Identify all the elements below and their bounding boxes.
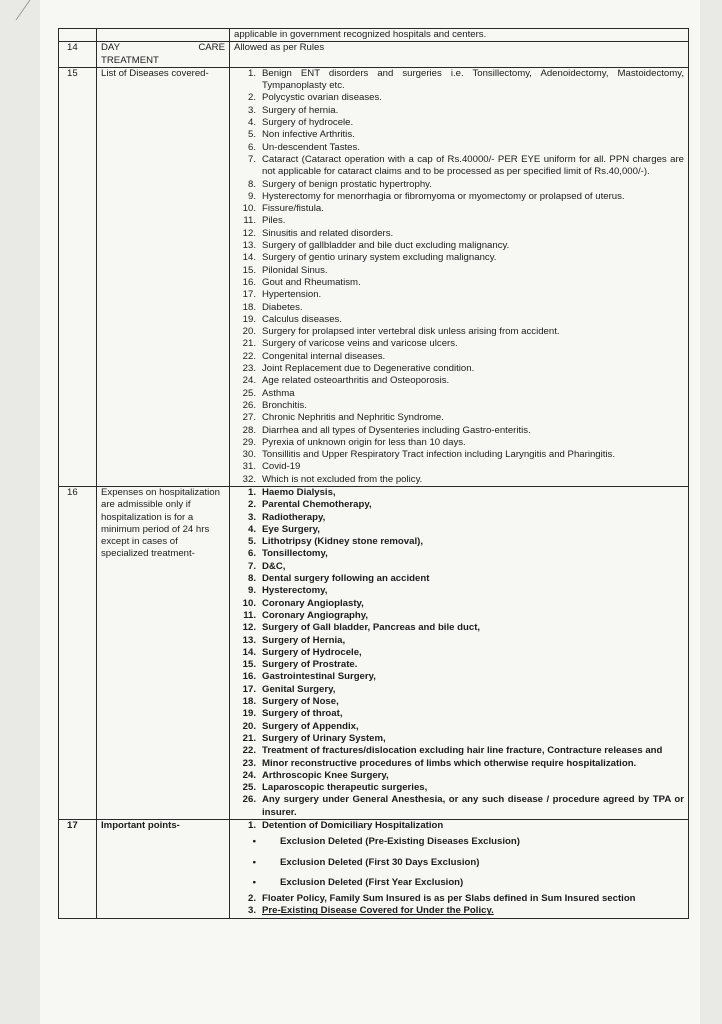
list-item-text: Surgery of Nose, (262, 696, 339, 708)
list-item-number: 20. (242, 326, 256, 338)
list-item-text: Hysterectomy, (262, 585, 328, 597)
list-item (234, 388, 684, 400)
list-item (234, 499, 684, 511)
list-item-text: D&C, (262, 560, 286, 572)
point-item: 2. Floater Policy, Family Sum Insured is as per Slabs defined in Sum Insured section (247, 893, 636, 905)
list-item-text: Coronary Angioplasty, (262, 597, 364, 609)
list-item-text: Benign ENT disorders and surgeries i.e. Tonsillectomy, Adenoidectomy, Mastoidectomy, Tympanoplasty etc. (262, 67, 684, 92)
list-item (234, 758, 684, 770)
list-item-text: Bronchitis. (262, 399, 307, 411)
list-item-text: Tonsillectomy, (262, 548, 328, 560)
list-item-number: 1. (247, 67, 256, 79)
list-item-number: 18. (242, 301, 256, 313)
bullet-text: Exclusion Deleted (First 30 Days Exclusion) (280, 856, 480, 868)
list-item-number: 8. (247, 573, 256, 585)
list-item-number: 20. (242, 720, 256, 732)
list-item (234, 240, 684, 252)
list-item-number: 15. (242, 264, 256, 276)
list-item (234, 179, 684, 191)
list-item-number: 16. (242, 276, 256, 288)
list-item-number: 14. (242, 646, 256, 658)
list-item-text: Treatment of fractures/dislocation excluding hair line fracture, Contracture releases and (262, 745, 663, 757)
list-item (234, 215, 684, 227)
list-item-text: Minor reconstructive procedures of limbs which otherwise require hospitalization. (262, 757, 637, 769)
list-item (234, 277, 684, 289)
list-item (234, 659, 684, 671)
list-item-number: 19. (242, 313, 256, 325)
list-item-text: Surgery of throat, (262, 708, 343, 720)
list-item-text: Surgery of hernia. (262, 104, 339, 116)
list-item-number: 7. (247, 153, 256, 165)
list-item (234, 794, 684, 819)
list-item-number: 29. (242, 436, 256, 448)
list-item (234, 437, 684, 449)
list-item (234, 142, 684, 154)
list-item (234, 745, 684, 757)
list-item-text: Which is not excluded from the policy. (262, 473, 423, 485)
list-item (234, 129, 684, 141)
list-item-number: 26. (242, 399, 256, 411)
list-item-text: Surgery of Urinary System, (262, 732, 386, 744)
bullet-item (234, 832, 684, 852)
list-item-text: Surgery of benign prostatic hypertrophy. (262, 178, 432, 190)
serial-number: 14 (59, 42, 97, 68)
list-item-number: 12. (242, 622, 256, 634)
list-item (234, 289, 684, 301)
list-item-number: 6. (247, 548, 256, 560)
list-item-text: Congenital internal diseases. (262, 350, 386, 362)
list-item-number: 22. (242, 745, 256, 757)
list-item (234, 512, 684, 524)
serial-number: 15 (59, 67, 97, 486)
list-item-text: Surgery of Hernia, (262, 634, 346, 646)
list-item-text: Surgery for prolapsed inter vertebral disk unless arising from accident. (262, 326, 560, 338)
list-item (234, 524, 684, 536)
list-item-text: Surgery of Prostrate. (262, 659, 358, 671)
list-item-text: Gastrointestinal Surgery, (262, 671, 376, 683)
list-item-number: 21. (242, 338, 256, 350)
list-item (234, 561, 684, 573)
list-item-text: Parental Chemotherapy, (262, 499, 372, 511)
list-item-text: Diarrhea and all types of Dysenteries including Gastro-enteritis. (262, 424, 531, 436)
list-item-text: Fissure/fistula. (262, 203, 324, 215)
list-item-number: 6. (247, 141, 256, 153)
list-item-number: 11. (243, 609, 256, 621)
list-item-number: 2. (247, 92, 256, 104)
item-cell: Expenses on hospitalization are admissible only if hospitalization is for a minimum period of 24 hrs except in cases of specialized treatment- (97, 486, 230, 819)
list-item-number: 13. (242, 634, 256, 646)
item-cell (97, 42, 230, 68)
list-item (234, 708, 684, 720)
list-item (234, 117, 684, 129)
bullet-icon: • (252, 836, 256, 848)
list-item-text: Surgery of gentio urinary system excluding malignancy. (262, 252, 497, 264)
list-item-text: Haemo Dialysis, (262, 486, 336, 498)
bullet-text: Exclusion Deleted (First Year Exclusion) (280, 876, 464, 888)
list-item-text: Surgery of Hydrocele, (262, 646, 362, 658)
list-item (234, 610, 684, 622)
list-item-text: Pilonidal Sinus. (262, 264, 328, 276)
list-item (234, 598, 684, 610)
list-item-text: Surgery of hydrocele. (262, 117, 354, 129)
table-row (59, 29, 689, 42)
list-item (234, 338, 684, 350)
list-item-text: Cataract (Cataract operation with a cap of Rs.40000/- PER EYE uniform for all. PPN charges are not applicable for cataract claims and to be processed as per specified limit of Rs.40,000/-). (262, 153, 684, 178)
policy-table (58, 28, 689, 919)
list-item-number: 11. (243, 215, 256, 227)
list-item (234, 647, 684, 659)
list-item (234, 203, 684, 215)
bullet-icon: • (252, 856, 256, 868)
description-cell (230, 67, 689, 486)
item-label-part: TREATMENT (101, 54, 159, 66)
list-item (234, 770, 684, 782)
item-cell: Important points- (97, 820, 230, 919)
list-item-number: 23. (242, 363, 256, 375)
list-item-number: 19. (242, 708, 256, 720)
list-item-number: 5. (247, 129, 256, 141)
list-item-number: 23. (242, 757, 256, 769)
list-item-text: Dental surgery following an accident (262, 573, 430, 585)
list-item (234, 622, 684, 634)
list-item (234, 449, 684, 461)
list-item (234, 228, 684, 240)
list-item-number: 1. (247, 486, 256, 498)
row-continuation-text: applicable in government recognized hospitals and centers. (230, 29, 689, 42)
list-item (234, 721, 684, 733)
list-item-number: 24. (242, 375, 256, 387)
list-item (234, 536, 684, 548)
bullet-item (234, 853, 684, 873)
list-item-text: Coronary Angiography, (262, 609, 369, 621)
table-row (59, 820, 689, 919)
list-item (234, 487, 684, 499)
table-row (59, 42, 689, 68)
list-item (234, 351, 684, 363)
list-item-text: Hypertension. (262, 289, 322, 301)
list-item-text: Surgery of Appendix, (262, 720, 359, 732)
list-item (234, 92, 684, 104)
table-row (59, 486, 689, 819)
item-label-part: DAY (101, 42, 121, 54)
list-item-number: 18. (242, 696, 256, 708)
list-item-text: Age related osteoarthritis and Osteoporosis. (262, 375, 450, 387)
bullet-text: Exclusion Deleted (Pre-Existing Diseases Exclusion) (280, 836, 520, 848)
list-item-number: 24. (242, 769, 256, 781)
list-item (234, 400, 684, 412)
bullet-item (234, 873, 684, 893)
bullet-icon: • (252, 876, 256, 888)
list-item-text: Covid-19 (262, 461, 301, 473)
list-item-number: 27. (242, 412, 256, 424)
list-item-text: Sinusitis and related disorders. (262, 227, 394, 239)
list-item (234, 363, 684, 375)
table-row (59, 67, 689, 486)
list-item (234, 302, 684, 314)
list-item-number: 7. (247, 560, 256, 572)
list-item-text: Joint Replacement due to Degenerative condition. (262, 363, 475, 375)
bullet-list (234, 832, 684, 893)
list-item-number: 30. (242, 449, 256, 461)
list-item-text: Asthma (262, 387, 295, 399)
list-item (234, 635, 684, 647)
list-item-text: Any surgery under General Anesthesia, or any such disease / procedure agreed by TPA or insurer. (262, 794, 684, 818)
list-item (234, 671, 684, 683)
list-item-text: Chronic Nephritis and Nephritic Syndrome. (262, 412, 444, 424)
list-item-number: 5. (247, 536, 256, 548)
list-item-text: Gout and Rheumatism. (262, 276, 361, 288)
list-item-number: 10. (242, 597, 256, 609)
specialized-treatment-list (234, 487, 684, 819)
list-item-number: 21. (242, 732, 256, 744)
list-item (234, 684, 684, 696)
list-item-number: 32. (242, 473, 256, 485)
list-item-number: 9. (247, 585, 256, 597)
list-item-text: Diabetes. (262, 301, 303, 313)
list-item-number: 10. (242, 203, 256, 215)
list-item (234, 314, 684, 326)
point-item: 3. Pre-Existing Disease Covered for Under the Policy. (247, 905, 494, 917)
diseases-list (234, 68, 684, 486)
list-item (234, 782, 684, 794)
list-item-text: Calculus diseases. (262, 313, 342, 325)
list-item (234, 461, 684, 473)
list-item-number: 25. (242, 387, 256, 399)
list-item-text: Non infective Arthritis. (262, 129, 355, 141)
list-item-text: Tonsillitis and Upper Respiratory Tract infection including Laryngitis and Pharingitis. (262, 449, 616, 461)
list-item-text: Polycystic ovarian diseases. (262, 92, 382, 104)
list-item-number: 4. (247, 523, 256, 535)
list-item (234, 548, 684, 560)
list-item (234, 696, 684, 708)
list-item (234, 105, 684, 117)
list-item-text: Eye Surgery, (262, 523, 320, 535)
list-item-number: 28. (242, 424, 256, 436)
list-item (234, 154, 684, 179)
list-item-number: 22. (242, 350, 256, 362)
list-item-number: 3. (247, 104, 256, 116)
description-cell: Allowed as per Rules (230, 42, 689, 68)
list-item-number: 31. (242, 461, 256, 473)
list-item-text: Pyrexia of unknown origin for less than 10 days. (262, 436, 466, 448)
description-cell (230, 486, 689, 819)
list-item-number: 14. (242, 252, 256, 264)
list-item-text: Radiotherapy, (262, 511, 326, 523)
serial-number: 17 (59, 820, 97, 919)
list-item (234, 191, 684, 203)
list-item (234, 265, 684, 277)
list-item-number: 16. (242, 671, 256, 683)
list-item-number: 25. (242, 782, 256, 794)
corner-fold-mark (0, 0, 40, 30)
list-item (234, 425, 684, 437)
list-item-text: Piles. (262, 215, 286, 227)
list-item-text: Laparoscopic therapeutic surgeries, (262, 782, 428, 794)
list-item-number: 3. (247, 511, 256, 523)
list-item (234, 573, 684, 585)
list-item-number: 17. (242, 289, 256, 301)
list-item-number: 17. (242, 683, 256, 695)
item-cell: List of Diseases covered- (97, 67, 230, 486)
description-cell (230, 820, 689, 919)
list-item-number: 8. (247, 178, 256, 190)
list-item (234, 733, 684, 745)
serial-number: 16 (59, 486, 97, 819)
list-item-number: 2. (247, 499, 256, 511)
list-item-number: 12. (242, 227, 256, 239)
list-item-text: Genital Surgery, (262, 683, 336, 695)
list-item-text: Surgery of Gall bladder, Pancreas and bile duct, (262, 622, 481, 634)
list-item (234, 68, 684, 93)
list-item-number: 13. (242, 240, 256, 252)
list-item (234, 412, 684, 424)
item-label-part: CARE (198, 42, 225, 54)
list-item-text: Surgery of varicose veins and varicose ulcers. (262, 338, 458, 350)
list-item-text: Un-descendent Tastes. (262, 141, 360, 153)
list-item-number: 26. (242, 794, 256, 806)
list-item-text: Hysterectomy for menorrhagia or fibromyoma or myomectomy or prolapsed of uterus. (262, 190, 625, 202)
list-item (234, 474, 684, 486)
point-item: 1. Detention of Domiciliary Hospitalization (247, 820, 444, 831)
list-item (234, 252, 684, 264)
list-item-text: Surgery of gallbladder and bile duct excluding malignancy. (262, 240, 510, 252)
list-item (234, 375, 684, 387)
list-item-number: 9. (247, 190, 256, 202)
list-item-number: 15. (242, 659, 256, 671)
list-item (234, 326, 684, 338)
list-item-text: Lithotripsy (Kidney stone removal), (262, 536, 423, 548)
list-item-text: Arthroscopic Knee Surgery, (262, 769, 389, 781)
list-item (234, 585, 684, 597)
list-item-number: 4. (247, 117, 256, 129)
